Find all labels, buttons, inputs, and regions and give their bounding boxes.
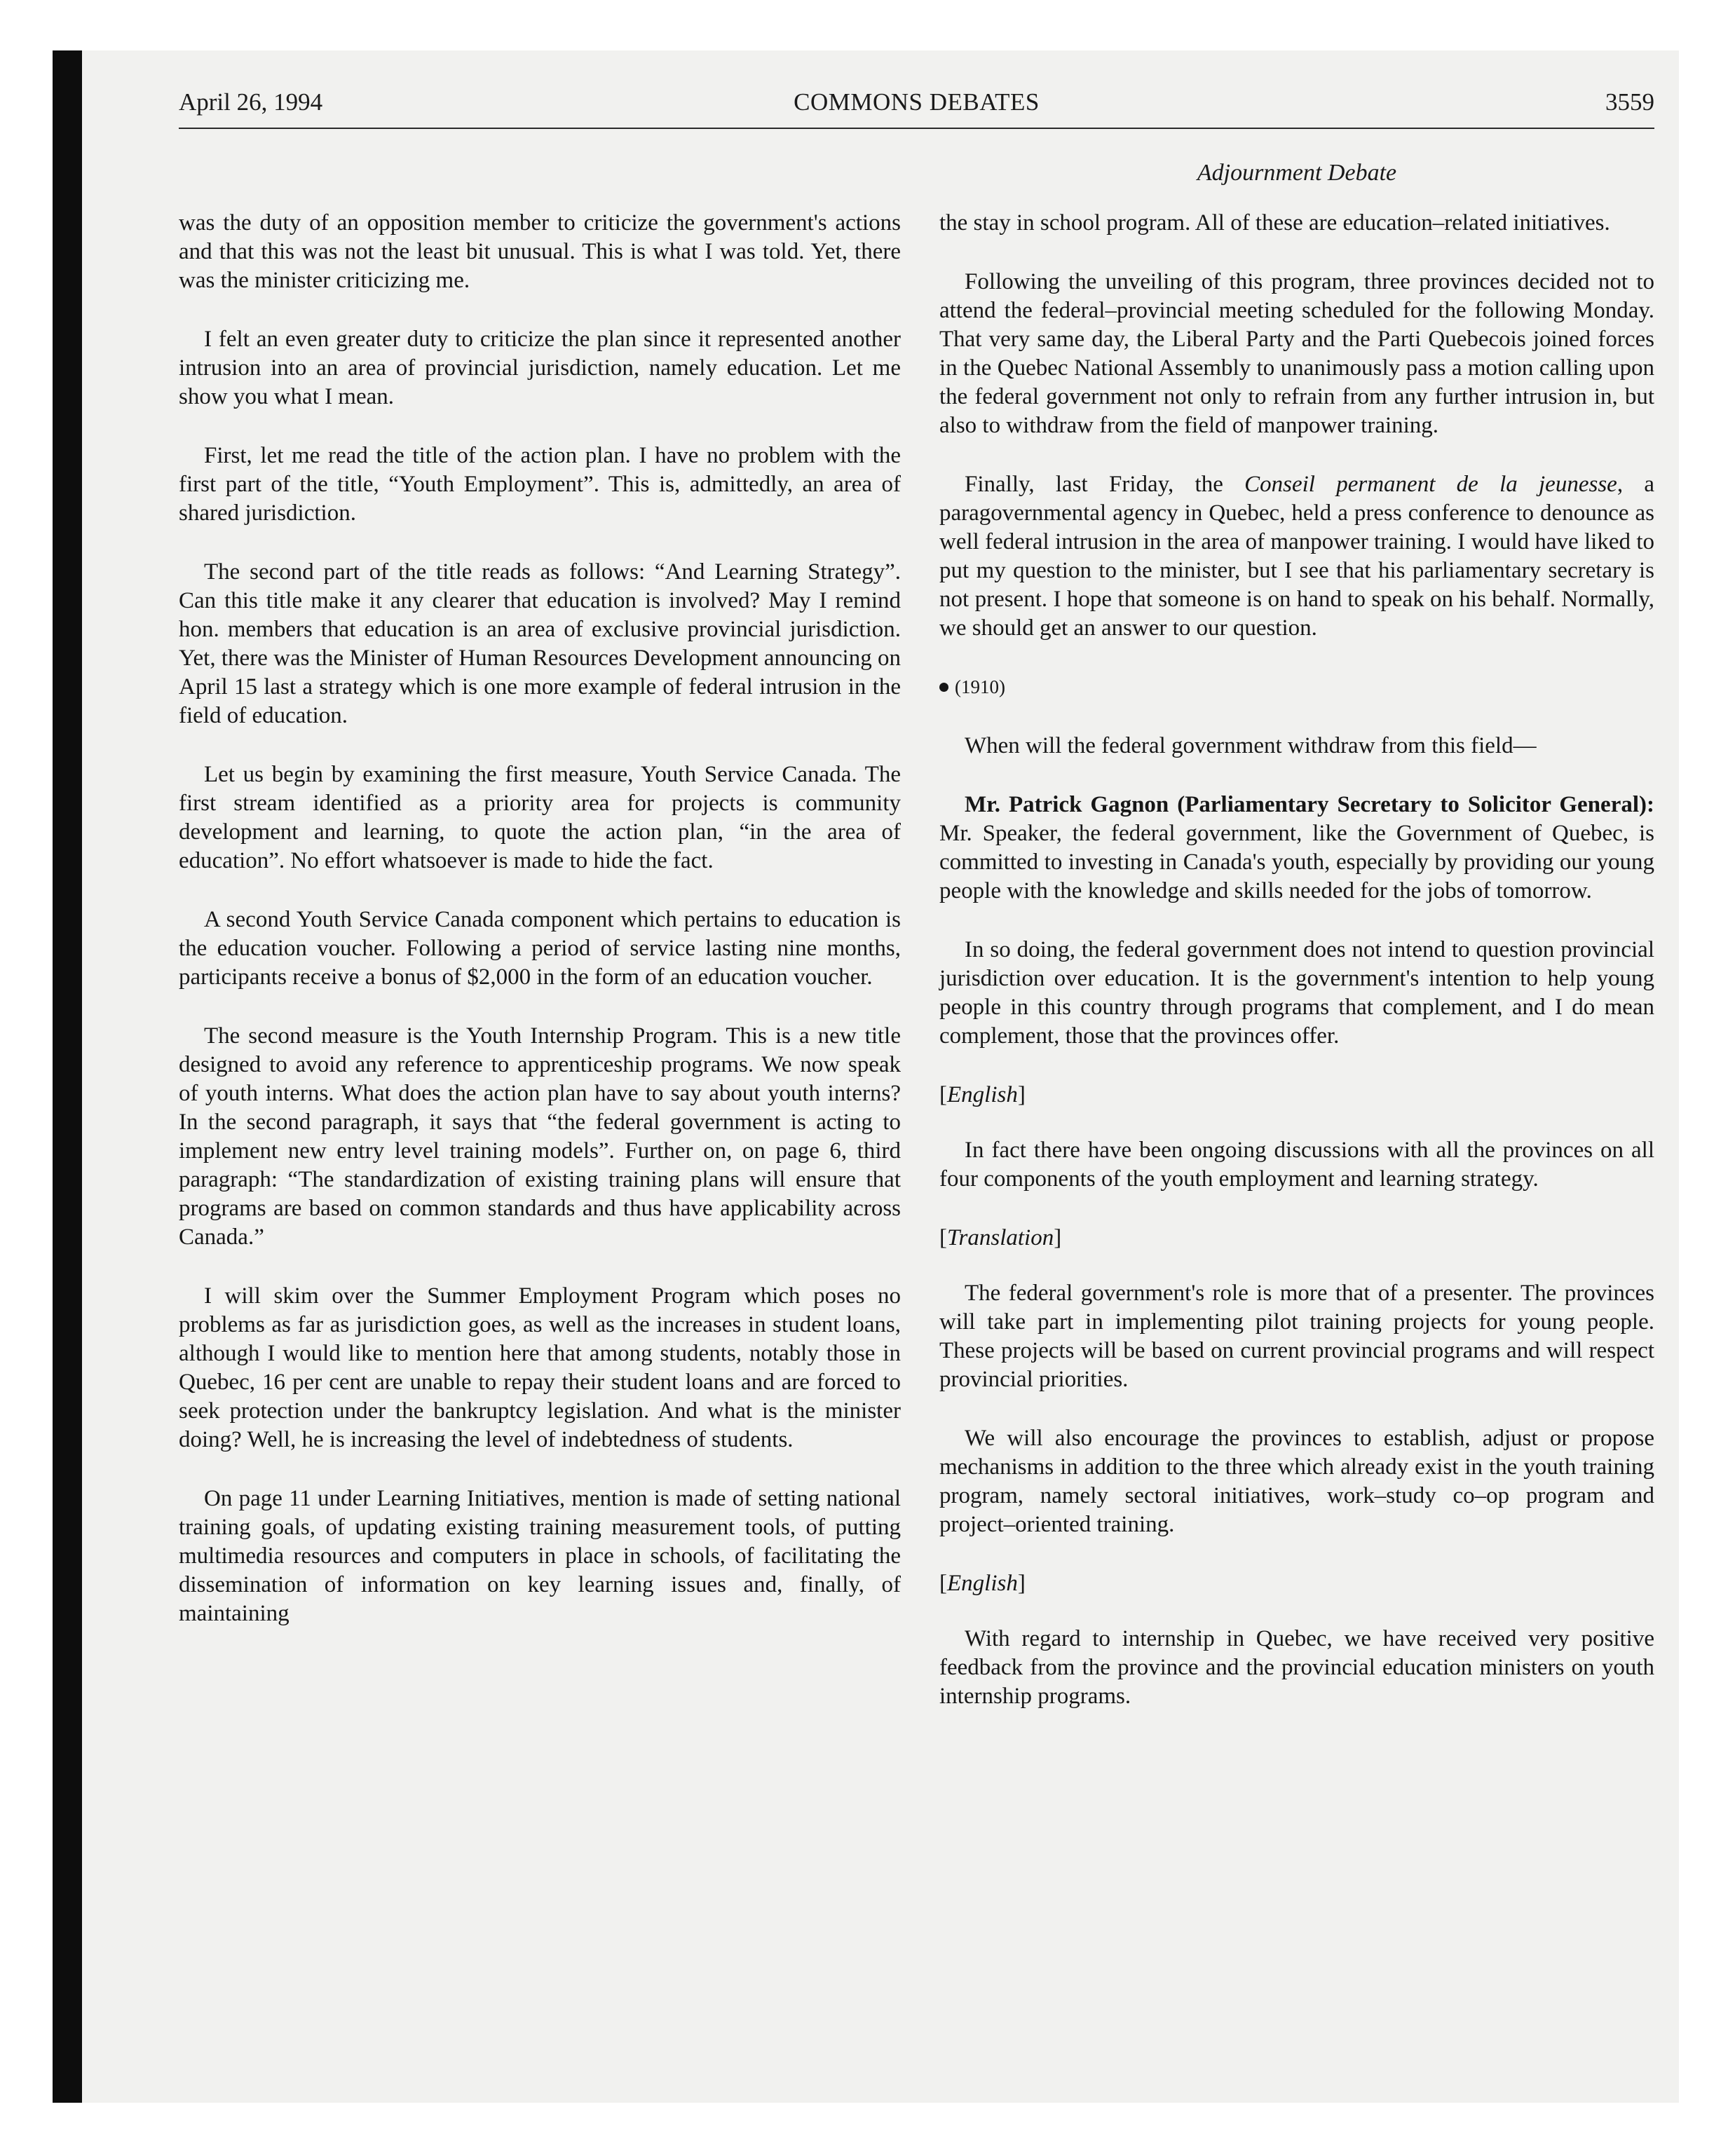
paragraph: I will skim over the Summer Employment Program which poses no problems as far as jurisdiction goes, as well as the increases in student loans, although I would like to mention here that among students, notably those in Quebec, 16 per cent are unable to repay their student loans and are forced to seek protection under the bankruptcy legislation. And what is the minister doing? Well, he is increasing the level of indebtedness of students. [179,1283,901,1452]
binding-edge [53,50,82,2103]
language-tag-text: Translation [947,1225,1054,1250]
paragraph: The second measure is the Youth Internship Program. This is a new title designed to avoid any reference to apprenticeship programs. We now speak of youth interns. What does the action plan have to say about youth interns? In the second paragraph, it says that “the federal government is acting to implement new entry level training models”. Further on, on page 6, third paragraph: “The standardization of existing training plans will ensure that programs are based on common standards and thus have applicability across Canada.” [179,1023,901,1250]
language-tag: [English] [939,1571,1026,1596]
paragraph: We will also encourage the provinces to establish, adjust or propose mechanisms in addition to the three which already exist in the youth training program, namely sectoral initiatives, work–study co–op program and project–oriented training. [939,1426,1654,1537]
paragraph: With regard to internship in Quebec, we have received very positive feedback from the province and the provincial education ministers on youth internship programs. [939,1626,1654,1709]
paragraph: A second Youth Service Canada component which pertains to education is the education voucher. Following a period of service lasting nine months, participants receive a bonus of $2,000 in the form of an education voucher. [179,907,901,990]
agency-name: Conseil permanent de la jeunesse [1244,472,1617,497]
paragraph: the stay in school program. All of these are education–related initiatives. [939,210,1610,236]
left-column [179,209,901,1658]
right-column [939,209,1654,1741]
paragraph: The federal government's role is more that of a presenter. The provinces will take part in implementing pilot training projects for young people. These projects will be based on current provincial programs and will respect provincial priorities. [939,1281,1654,1392]
paragraph-text: , a paragovernmental agency in Quebec, held a press conference to denounce as well federal intrusion in the area of manpower training. I would have liked to put my question to the minister, but I see that his parliamentary secretary is not present. I hope that someone is on hand to speak on his behalf. Normally, we should get an answer to our question. [939,472,1654,641]
speaker-name: Mr. Patrick Gagnon (Parliamentary Secretary to Solicitor General): [965,792,1654,817]
paragraph: When will the federal government withdraw from this field— [965,733,1537,758]
bullet-icon [939,683,948,692]
time-marker [939,673,1654,702]
time-marker-text: (1910) [955,676,1005,697]
paragraph: Let us begin by examining the first measure, Youth Service Canada. The first stream identified as a priority area for projects is community development and learning, to quote the action plan, “in the area of education”. No effort whatsoever is made to hide the fact. [179,762,901,873]
header-page-number: 3559 [1605,88,1654,116]
running-header [179,88,1654,130]
paragraph: I felt an even greater duty to criticize the plan since it represented another intrusion into an area of provincial jurisdiction, namely education. Let me show you what I mean. [179,327,901,409]
language-tag-text: English [947,1082,1018,1107]
paragraph: In fact there have been ongoing discussions with all the provinces on all four components of the youth employment and learning strategy. [939,1138,1654,1192]
paragraph-text: Finally, last Friday, the [965,472,1245,497]
header-publication: COMMONS DEBATES [794,88,1040,116]
paragraph: On page 11 under Learning Initiatives, mention is made of setting national training goals, of updating existing training measurement tools, of putting multimedia resources and computers in place in schools, of facilitating the dissemination of information on key learning issues and, finally, of maintaining [179,1486,901,1626]
paragraph [939,791,1654,906]
section-title: Adjournment Debate [1197,160,1397,186]
paragraph: First, let me read the title of the action plan. I have no problem with the first part of the title, “Youth Employment”. This is, admittedly, an area of shared jurisdiction. [179,443,901,526]
paragraph [939,470,1654,643]
language-tag-text: English [947,1571,1018,1596]
paragraph: Following the unveiling of this program, three provinces decided not to attend the federal–provincial meeting scheduled for the following Monday. That very same day, the Liberal Party and the Parti Quebecois joined forces in the Quebec National Assembly to unanimously pass a motion calling upon the federal government not only to refrain from any further intrusion in, but also to withdraw from the field of manpower training. [939,269,1654,438]
paragraph: In so doing, the federal government does not intend to question provincial jurisdiction over education. It is the government's intention to help young people in this country through programs that complement, and I do mean complement, those that the provinces offer. [939,937,1654,1049]
paragraph: The second part of the title reads as follows: “And Learning Strategy”. Can this title make it any clearer that education is involved? May I remind hon. members that education is an area of exclusive provincial jurisdiction. Yet, there was the Minister of Human Resources Development announcing on April 15 last a strategy which is one more example of federal intrusion in the field of education. [179,559,901,728]
header-rule [179,128,1654,129]
paragraph-text: Mr. Speaker, the federal government, like the Government of Quebec, is committed to investing in Canada's youth, especially by providing our young people with the knowledge and skills needed for the jobs of tomorrow. [939,821,1654,903]
language-tag: [Translation] [939,1225,1062,1250]
header-date: April 26, 1994 [179,88,323,116]
paragraph: was the duty of an opposition member to criticize the government's actions and that this was not the least bit unusual. This is what I was told. Yet, there was the minister criticizing me. [179,210,901,293]
language-tag: [English] [939,1082,1026,1107]
